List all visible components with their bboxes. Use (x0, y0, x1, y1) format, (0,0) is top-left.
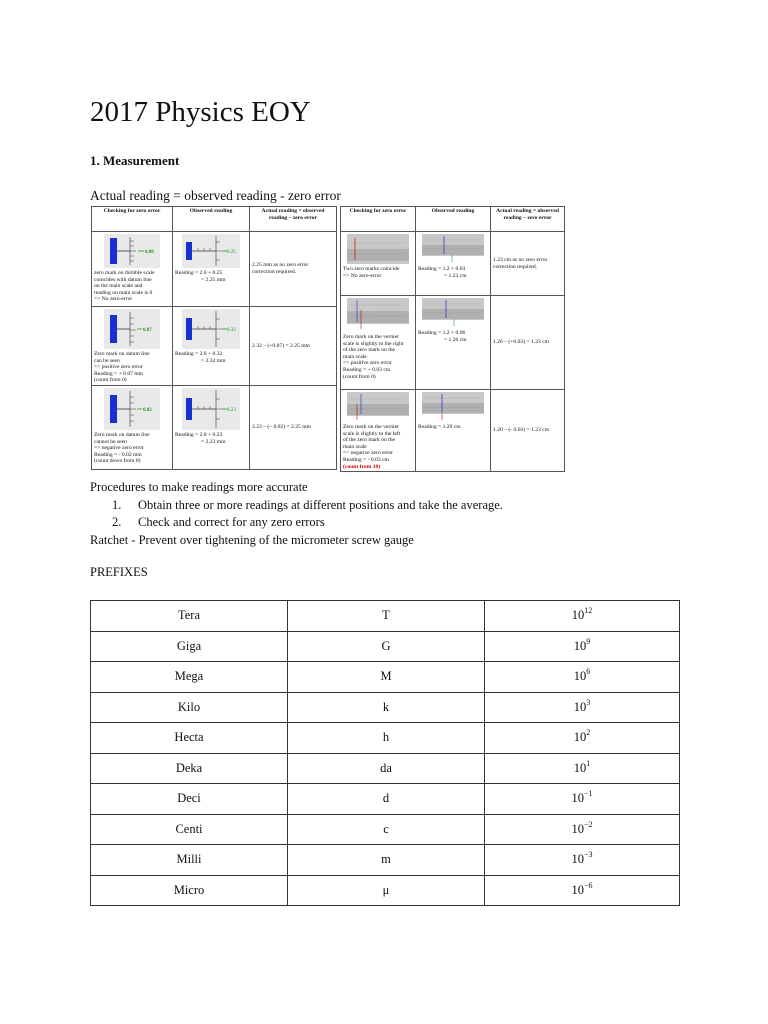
prefix-symbol: h (288, 723, 485, 754)
micrometer-zero-diagram (104, 388, 160, 430)
scale-mark-label: 0.23 (227, 408, 236, 413)
table-row (91, 723, 680, 754)
prefix-symbol: d (288, 784, 485, 815)
vernier-zero-diagram (347, 234, 409, 264)
text-line: 2.32 – (+0.07) = 2.25 mm (252, 342, 310, 349)
procedures-section (90, 479, 503, 549)
scale-mark-label: 0.25 (227, 250, 236, 255)
text-line: reading on main scale is 0 (94, 289, 153, 296)
table-row (91, 692, 680, 723)
text-line: Zero mark on datum line (94, 432, 150, 438)
prefix-factor: $10^{-6}$ (485, 875, 680, 906)
text-line: Reading = 1.2 + 0.06 (418, 330, 466, 336)
prefix-name: Mega (91, 662, 288, 693)
actual-cell (250, 386, 337, 470)
prefix-factor: $10^{-3}$ (485, 845, 680, 876)
micrometer-zero-error-table (91, 206, 337, 470)
micrometer-zero-diagram (104, 309, 160, 349)
text-line: => No zero-error (343, 272, 382, 279)
prefix-name: Deka (91, 753, 288, 784)
text-line: on the main scale and (94, 283, 143, 290)
prefix-symbol: μ (288, 875, 485, 906)
scale-mark-label: 0.07 (143, 328, 152, 333)
observed-cell (173, 386, 250, 470)
prefixes-table (90, 600, 680, 906)
prefix-symbol: M (288, 662, 485, 693)
text-line: 2.23 – (– 0.02) = 2.25 mm (252, 424, 311, 431)
table-row (341, 232, 565, 296)
table-row (91, 662, 680, 693)
text-line: Reading = - 0.03 cm (343, 456, 389, 463)
text-line: Reading = - 0.02 mm (94, 451, 142, 458)
check-cell (92, 307, 173, 386)
check-cell (92, 386, 173, 470)
text-line: (count from 0) (94, 377, 127, 384)
scale-mark-label: 0.02 (143, 408, 152, 413)
column-header: Actual reading = observed reading – zero error (491, 207, 565, 232)
column-header: Observed reading (416, 207, 491, 232)
vernier-zero-error-table (340, 206, 565, 472)
actual-cell (491, 232, 565, 296)
prefix-symbol: k (288, 692, 485, 723)
vernier-zero-diagram (347, 298, 409, 332)
table-row (91, 631, 680, 662)
text-line: Reading = 2.0 + 0.32 (175, 351, 223, 357)
prefix-symbol: m (288, 845, 485, 876)
text-line: = 1.26 cm (444, 336, 467, 343)
text-line: 1.26 – (+0.03) = 1.23 cm (493, 339, 550, 346)
check-cell (341, 390, 416, 472)
vernier-reading-diagram (422, 298, 484, 328)
micrometer-zero-diagram (104, 234, 160, 268)
prefixes-heading: PREFIXES (90, 565, 148, 579)
text-line: Zero mark on the vernier (343, 334, 399, 340)
micrometer-reading-diagram (182, 309, 240, 349)
check-cell (341, 296, 416, 390)
prefix-symbol: da (288, 753, 485, 784)
text-line: Zero mark on datum line (94, 351, 150, 357)
text-line: = 1.23 cm (444, 272, 467, 279)
text-line: => positive zero error (343, 360, 392, 367)
text-line: Two zero marks coincide (343, 266, 400, 272)
text-line: can be seen (94, 357, 120, 364)
micrometer-reading-diagram (182, 234, 240, 268)
prefix-name: Giga (91, 631, 288, 662)
column-header: Actual reading = observed reading – zero error (250, 207, 337, 232)
prefix-factor: $10^6$ (485, 662, 680, 693)
text-line: Reading = 1.20 cm (418, 424, 461, 430)
observed-cell (416, 232, 491, 296)
text-line: = 2.25 mm (201, 276, 226, 283)
column-header: Checking for zero error (341, 207, 416, 232)
text-line: => positive zero error (94, 364, 143, 371)
actual-cell (250, 307, 337, 386)
prefix-symbol: T (288, 601, 485, 632)
table-row (91, 753, 680, 784)
table-row (91, 845, 680, 876)
text-line: => negative zero error (94, 445, 144, 452)
highlight-text: (count from 10) (343, 463, 381, 470)
table-row (92, 386, 337, 470)
observed-cell (173, 232, 250, 307)
column-header: Observed reading (173, 207, 250, 232)
table-row (91, 875, 680, 906)
prefix-symbol: c (288, 814, 485, 845)
text-line: => No zero-error (94, 296, 133, 303)
list-item: 2. Check and correct for any zero errors (112, 515, 325, 529)
text-line: coincides with datum line (94, 276, 152, 283)
text-line: Reading = + 0.03 cm (343, 366, 391, 373)
table-row (92, 232, 337, 307)
text-line: = 2.23 mm (201, 438, 226, 445)
procedures-heading: Procedures to make readings more accurate (90, 480, 308, 494)
text-line: zero mark on thimble scale (94, 270, 155, 276)
vernier-zero-diagram (347, 392, 409, 422)
text-line: (count down from 0) (94, 458, 141, 465)
prefix-name: Micro (91, 875, 288, 906)
procedures-list (90, 497, 503, 532)
text-line: 1.23 cm as no zero error (493, 256, 548, 263)
table-row (341, 296, 565, 390)
text-line: (count from 0) (343, 373, 376, 380)
table-row (91, 814, 680, 845)
prefix-name: Deci (91, 784, 288, 815)
prefix-factor: $10^{-2}$ (485, 814, 680, 845)
vernier-reading-diagram (422, 234, 484, 264)
text-line: of the zero mark on the (343, 347, 396, 354)
text-line: Reading = 2.0 + 0.25 (175, 270, 223, 276)
prefix-symbol: G (288, 631, 485, 662)
section-heading: 1. Measurement (90, 153, 180, 168)
text-line: main scale (343, 353, 367, 360)
prefix-factor: $10^2$ (485, 723, 680, 754)
text-line: correction required. (493, 263, 538, 270)
ratchet-note: Ratchet - Prevent over tightening of the micrometer screw gauge (90, 532, 414, 547)
text-line: Reading = 1.2 + 0.03 (418, 266, 466, 272)
prefix-name: Kilo (91, 692, 288, 723)
table-header-row (341, 207, 565, 232)
text-line: 2.25 mm as no zero error (252, 262, 309, 269)
table-row (91, 601, 680, 632)
text-line: Zero mark on the vernier (343, 424, 399, 430)
document-title: 2017 Physics EOY (90, 96, 311, 128)
text-line: correction required. (252, 269, 297, 275)
observed-cell (173, 307, 250, 386)
text-line: main scale (343, 443, 367, 450)
actual-cell (491, 390, 565, 472)
scale-mark-label: 0.32 (227, 328, 236, 333)
text-line: 1.20 – (- 0.03) = 1.23 cm (493, 427, 550, 434)
actual-cell (491, 296, 565, 390)
check-cell (341, 232, 416, 296)
check-cell (92, 232, 173, 307)
prefix-name: Milli (91, 845, 288, 876)
table-header-row (92, 207, 337, 232)
text-line: Reading = + 0.07 mm (94, 370, 144, 377)
text-line: scale is slightly to the left (343, 430, 401, 437)
prefix-name: Tera (91, 601, 288, 632)
observed-cell (416, 390, 491, 472)
text-line: Reading = 2.0 + 0.23 (175, 432, 223, 438)
table-row (91, 784, 680, 815)
prefix-factor: $10^{12}$ (485, 601, 680, 632)
table-row (92, 307, 337, 386)
observed-cell (416, 296, 491, 390)
prefix-factor: $10^1$ (485, 753, 680, 784)
prefix-factor: $10^9$ (485, 631, 680, 662)
list-item: 1. Obtain three or more readings at different positions and take the average. (112, 497, 503, 512)
actual-cell (250, 232, 337, 307)
text-line: = 2.32 mm (201, 357, 226, 364)
prefix-factor: $10^3$ (485, 692, 680, 723)
vernier-reading-diagram (422, 392, 484, 422)
scale-mark-label: 0.00 (145, 250, 154, 255)
prefix-name: Centi (91, 814, 288, 845)
column-header: Checking for zero error (92, 207, 173, 232)
text-line: of the zero mark on the (343, 437, 396, 444)
text-line: scale is slightly to the right (343, 340, 404, 347)
text-line: => negative zero error (343, 450, 393, 457)
table-row (341, 390, 565, 472)
prefix-name: Hecta (91, 723, 288, 754)
text-line: cannot be seen (94, 438, 127, 445)
micrometer-reading-diagram (182, 388, 240, 430)
zero-error-formula: Actual reading = observed reading - zero error (90, 188, 341, 203)
prefix-factor: $10^{-1}$ (485, 784, 680, 815)
